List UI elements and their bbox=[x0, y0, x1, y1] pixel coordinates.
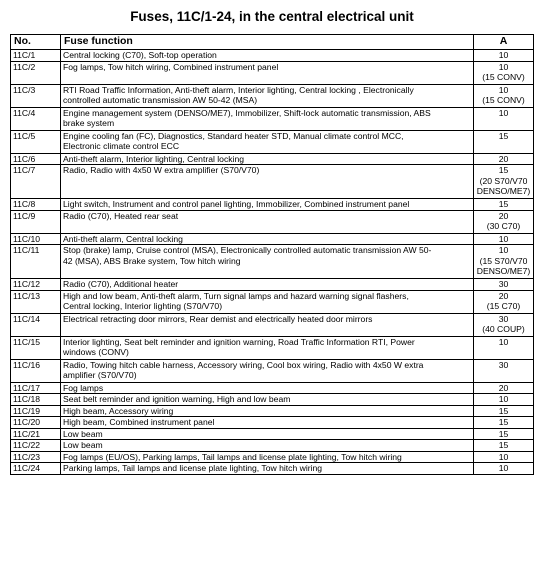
fuse-function-line: Radio (C70), Heated rear seat bbox=[63, 210, 179, 221]
fuse-function-line: controlled automatic transmission AW 50-42 (MSA) bbox=[63, 95, 258, 105]
header-function: Fuse function bbox=[61, 35, 474, 50]
amperage-line: 15 bbox=[498, 405, 509, 416]
fuse-number: 11C/17 bbox=[11, 382, 61, 394]
amperage-line: 10 bbox=[498, 245, 509, 255]
table-row bbox=[11, 245, 534, 279]
amperage-line: 15 bbox=[498, 417, 509, 427]
fuse-number: 11C/18 bbox=[11, 394, 61, 406]
table-row bbox=[11, 290, 534, 313]
fuse-function-line: Stop (brake) lamp, Cruise control (MSA), Electronically controlled automatic transmission AW 50- bbox=[63, 245, 432, 255]
table-row bbox=[11, 61, 534, 84]
amperage-line: (30 C70) bbox=[486, 221, 521, 231]
fuse-amperage bbox=[474, 405, 534, 417]
fuse-amperage bbox=[474, 107, 534, 130]
fuse-number: 11C/22 bbox=[11, 440, 61, 452]
table-row bbox=[11, 50, 534, 62]
fuse-function bbox=[61, 107, 474, 130]
fuse-function-line: windows (CONV) bbox=[63, 347, 129, 357]
table-header-row bbox=[11, 35, 534, 50]
fuse-function-line: Electrical retracting door mirrors, Rear demist and electrically heated door mirrors bbox=[63, 313, 373, 324]
fuse-function-line: brake system bbox=[63, 118, 115, 128]
table-row bbox=[11, 107, 534, 130]
fuse-function-line: Seat belt reminder and ignition warning, High and low beam bbox=[63, 394, 291, 404]
fuse-number: 11C/12 bbox=[11, 279, 61, 291]
fuse-function-line: Fog lamps (EU/OS), Parking lamps, Tail lamps and license plate lighting, Tow hitch wiring bbox=[63, 451, 402, 462]
amperage-line: 15 bbox=[498, 440, 509, 450]
fuse-function-line: Central locking, Interior lighting (S70/V70) bbox=[63, 301, 223, 311]
fuse-function-line: Radio, Radio with 4x50 W extra amplifier (S70/V70) bbox=[63, 165, 260, 175]
fuse-table bbox=[10, 34, 534, 475]
fuse-amperage bbox=[474, 359, 534, 382]
table-row bbox=[11, 405, 534, 417]
amperage-line: 20 bbox=[498, 382, 509, 393]
amperage-line: (15 CONV) bbox=[482, 95, 525, 105]
fuse-number: 11C/23 bbox=[11, 451, 61, 463]
fuse-function bbox=[61, 394, 474, 406]
amperage-line: DENSO/ME7) bbox=[476, 186, 531, 196]
fuse-number: 11C/16 bbox=[11, 359, 61, 382]
fuse-function bbox=[61, 440, 474, 452]
fuse-function-line: Central locking (C70), Soft-top operation bbox=[63, 50, 217, 60]
fuse-function bbox=[61, 290, 474, 313]
fuse-function bbox=[61, 233, 474, 245]
fuse-number: 11C/5 bbox=[11, 130, 61, 153]
table-row bbox=[11, 451, 534, 463]
fuse-function-line: Fog lamps, Tow hitch wiring, Combined instrument panel bbox=[63, 61, 279, 72]
header-amp: A bbox=[474, 35, 534, 50]
fuse-amperage bbox=[474, 165, 534, 199]
fuse-function bbox=[61, 313, 474, 336]
fuse-function-line: Radio, Towing hitch cable harness, Accessory wiring, Cool box wiring, Radio with 4x50 W extra bbox=[63, 359, 424, 370]
fuse-function-line: Low beam bbox=[63, 440, 103, 450]
table-row bbox=[11, 210, 534, 233]
fuse-amperage bbox=[474, 394, 534, 406]
fuse-function-line: 42 (MSA), ABS Brake system, Tow hitch wiring bbox=[63, 255, 241, 266]
table-row bbox=[11, 440, 534, 452]
amperage-line: (15 S70/V70 bbox=[479, 255, 528, 266]
fuse-amperage bbox=[474, 130, 534, 153]
table-row bbox=[11, 463, 534, 475]
fuse-amperage bbox=[474, 382, 534, 394]
amperage-line: 10 bbox=[498, 107, 509, 118]
amperage-line: 10 bbox=[498, 463, 509, 473]
fuse-function-line: Anti-theft alarm, Interior lighting, Central locking bbox=[63, 153, 245, 164]
table-row bbox=[11, 394, 534, 406]
amperage-line: 30 bbox=[498, 359, 509, 370]
table-row bbox=[11, 382, 534, 394]
fuse-function-line: Engine management system (DENSO/ME7), Immobilizer, Shift-lock automatic transmission, ABS bbox=[63, 107, 431, 118]
fuse-function bbox=[61, 451, 474, 463]
fuse-number: 11C/8 bbox=[11, 199, 61, 211]
fuse-amperage bbox=[474, 233, 534, 245]
fuse-number: 11C/9 bbox=[11, 210, 61, 233]
fuse-function bbox=[61, 279, 474, 291]
amperage-line: 10 bbox=[498, 84, 509, 95]
fuse-function-line: amplifier (S70/V70) bbox=[63, 370, 137, 380]
table-row bbox=[11, 428, 534, 440]
fuse-amperage bbox=[474, 440, 534, 452]
fuse-function bbox=[61, 428, 474, 440]
fuse-function bbox=[61, 359, 474, 382]
fuse-number: 11C/6 bbox=[11, 153, 61, 165]
fuse-function bbox=[61, 210, 474, 233]
fuse-amperage bbox=[474, 290, 534, 313]
table-row bbox=[11, 233, 534, 245]
fuse-function bbox=[61, 245, 474, 279]
fuse-number: 11C/14 bbox=[11, 313, 61, 336]
fuse-number: 11C/4 bbox=[11, 107, 61, 130]
fuse-function-line: RTI Road Traffic Information, Anti-theft alarm, Interior lighting, Central locking , Electronically bbox=[63, 84, 414, 95]
table-row bbox=[11, 84, 534, 107]
fuse-function-line: Low beam bbox=[63, 428, 103, 439]
fuse-amperage bbox=[474, 84, 534, 107]
fuse-amperage bbox=[474, 417, 534, 429]
amperage-line: 20 bbox=[498, 290, 509, 301]
page-title: Fuses, 11C/1-24, in the central electrical unit bbox=[130, 9, 414, 24]
fuse-function-line: Interior lighting, Seat belt reminder and ignition warning, Road Traffic Information RTI, Power bbox=[63, 336, 415, 347]
fuse-function bbox=[61, 417, 474, 429]
table-row bbox=[11, 279, 534, 291]
amperage-line: (15 CONV) bbox=[482, 72, 525, 82]
amperage-line: 20 bbox=[498, 210, 509, 221]
amperage-line: 30 bbox=[498, 313, 509, 324]
amperage-line: 15 bbox=[498, 199, 509, 209]
fuse-number: 11C/7 bbox=[11, 165, 61, 199]
amperage-line: 10 bbox=[498, 61, 509, 72]
fuse-number: 11C/1 bbox=[11, 50, 61, 62]
table-row bbox=[11, 336, 534, 359]
header-no: No. bbox=[11, 35, 61, 50]
fuse-number: 11C/21 bbox=[11, 428, 61, 440]
fuse-function bbox=[61, 50, 474, 62]
table-row bbox=[11, 313, 534, 336]
fuse-function bbox=[61, 165, 474, 199]
table-row bbox=[11, 417, 534, 429]
fuse-amperage bbox=[474, 428, 534, 440]
fuse-function-line: High beam, Combined instrument panel bbox=[63, 417, 215, 427]
fuse-amperage bbox=[474, 50, 534, 62]
fuse-amperage bbox=[474, 279, 534, 291]
fuse-number: 11C/13 bbox=[11, 290, 61, 313]
fuse-amperage bbox=[474, 153, 534, 165]
table-row bbox=[11, 130, 534, 153]
amperage-line: 15 bbox=[498, 428, 509, 439]
fuse-function bbox=[61, 336, 474, 359]
amperage-line: 15 bbox=[498, 130, 509, 141]
fuse-number: 11C/3 bbox=[11, 84, 61, 107]
fuse-function-line: Radio (C70), Additional heater bbox=[63, 279, 179, 289]
fuse-function-line: Fog lamps bbox=[63, 382, 104, 393]
fuse-amperage bbox=[474, 313, 534, 336]
fuse-function-line: Parking lamps, Tail lamps and license plate lighting, Tow hitch wiring bbox=[63, 463, 323, 473]
amperage-line: (20 S70/V70 bbox=[479, 175, 528, 186]
amperage-line: 30 bbox=[498, 279, 509, 289]
table-row bbox=[11, 153, 534, 165]
fuse-function bbox=[61, 382, 474, 394]
fuse-function-line: High and low beam, Anti-theft alarm, Turn signal lamps and hazard warning signal flashers, bbox=[63, 290, 409, 301]
fuse-function-line: Light switch, Instrument and control panel lighting, Immobilizer, Combined instrument panel bbox=[63, 199, 410, 209]
amperage-line: DENSO/ME7) bbox=[476, 266, 531, 276]
amperage-line: (40 COUP) bbox=[482, 324, 525, 334]
fuse-number: 11C/15 bbox=[11, 336, 61, 359]
table-row bbox=[11, 359, 534, 382]
amperage-line: 10 bbox=[498, 451, 509, 462]
fuse-function bbox=[61, 463, 474, 475]
fuse-function bbox=[61, 153, 474, 165]
table-row bbox=[11, 165, 534, 199]
amperage-line: 20 bbox=[498, 153, 509, 164]
fuse-amperage bbox=[474, 199, 534, 211]
fuse-function bbox=[61, 84, 474, 107]
amperage-line: 10 bbox=[498, 336, 509, 347]
table-row bbox=[11, 199, 534, 211]
fuse-amperage bbox=[474, 61, 534, 84]
fuse-number: 11C/20 bbox=[11, 417, 61, 429]
fuse-function-line: High beam, Accessory wiring bbox=[63, 405, 174, 416]
fuse-number: 11C/10 bbox=[11, 233, 61, 245]
fuse-function bbox=[61, 405, 474, 417]
fuse-function bbox=[61, 199, 474, 211]
amperage-line: 10 bbox=[498, 50, 509, 60]
fuse-amperage bbox=[474, 245, 534, 279]
amperage-line: 10 bbox=[498, 233, 509, 244]
fuse-function-line: Anti-theft alarm, Central locking bbox=[63, 233, 183, 244]
amperage-line: 15 bbox=[498, 165, 509, 175]
fuse-function-line: Electronic climate control ECC bbox=[63, 141, 180, 151]
fuse-number: 11C/11 bbox=[11, 245, 61, 279]
fuse-amperage bbox=[474, 336, 534, 359]
fuse-amperage bbox=[474, 463, 534, 475]
fuse-number: 11C/19 bbox=[11, 405, 61, 417]
fuse-function bbox=[61, 61, 474, 84]
fuse-number: 11C/2 bbox=[11, 61, 61, 84]
amperage-line: (15 C70) bbox=[486, 301, 521, 311]
amperage-line: 10 bbox=[498, 394, 509, 404]
fuse-amperage bbox=[474, 210, 534, 233]
fuse-function bbox=[61, 130, 474, 153]
fuse-amperage bbox=[474, 451, 534, 463]
fuse-function-line: Engine cooling fan (FC), Diagnostics, Standard heater STD, Manual climate control MCC, bbox=[63, 130, 404, 141]
fuse-number: 11C/24 bbox=[11, 463, 61, 475]
